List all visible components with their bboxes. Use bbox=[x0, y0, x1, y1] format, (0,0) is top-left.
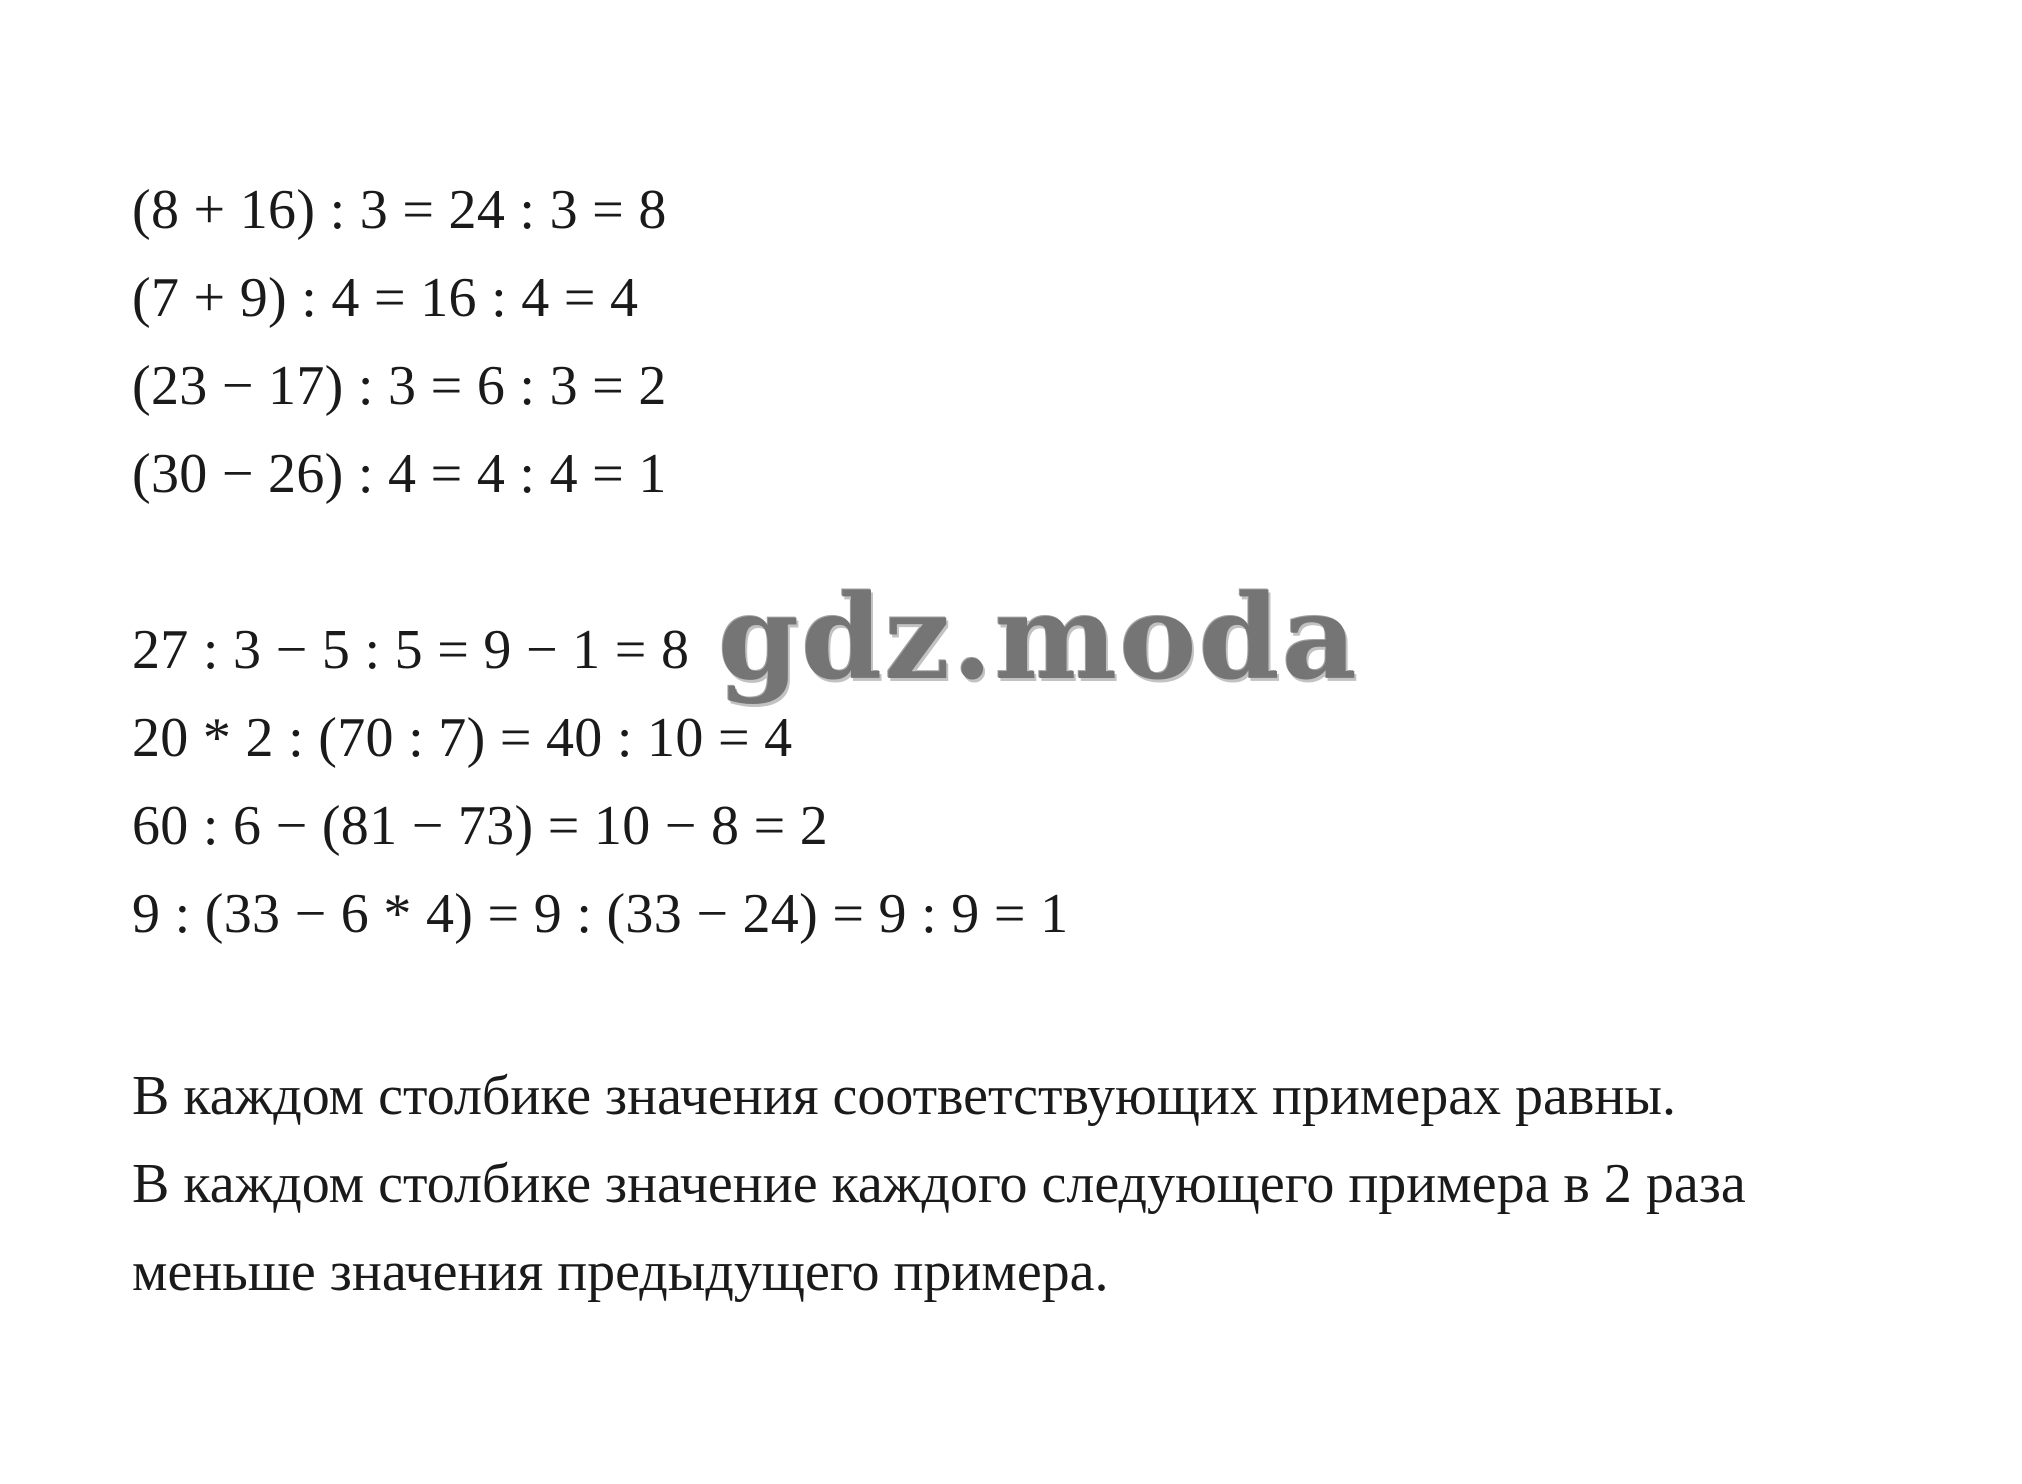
expressions-column-1 bbox=[132, 166, 667, 518]
expression-line: (23 − 17) : 3 = 6 : 3 = 2 bbox=[132, 355, 667, 417]
conclusion-line: В каждом столбике значение каждого следующего примера в 2 раза bbox=[132, 1153, 1746, 1215]
expression-line: 20 * 2 : (70 : 7) = 40 : 10 = 4 bbox=[132, 707, 793, 769]
expression-line: (7 + 9) : 4 = 16 : 4 = 4 bbox=[132, 267, 639, 329]
expression-line: 9 : (33 − 6 * 4) = 9 : (33 − 24) = 9 : 9 = 1 bbox=[132, 883, 1069, 945]
expression-line: 27 : 3 − 5 : 5 = 9 − 1 = 8 bbox=[132, 619, 690, 681]
expression-line: (8 + 16) : 3 = 24 : 3 = 8 bbox=[132, 179, 667, 241]
expression-line: 60 : 6 − (81 − 73) = 10 − 8 = 2 bbox=[132, 795, 829, 857]
expression-line: (30 − 26) : 4 = 4 : 4 = 1 bbox=[132, 443, 667, 505]
watermark-logo: gdz.moda bbox=[718, 570, 1359, 706]
conclusion-line: меньше значения предыдущего примера. bbox=[132, 1241, 1109, 1303]
conclusion-line: В каждом столбике значения соответствующих примерах равны. bbox=[132, 1065, 1676, 1127]
conclusion-text bbox=[132, 1052, 1746, 1316]
